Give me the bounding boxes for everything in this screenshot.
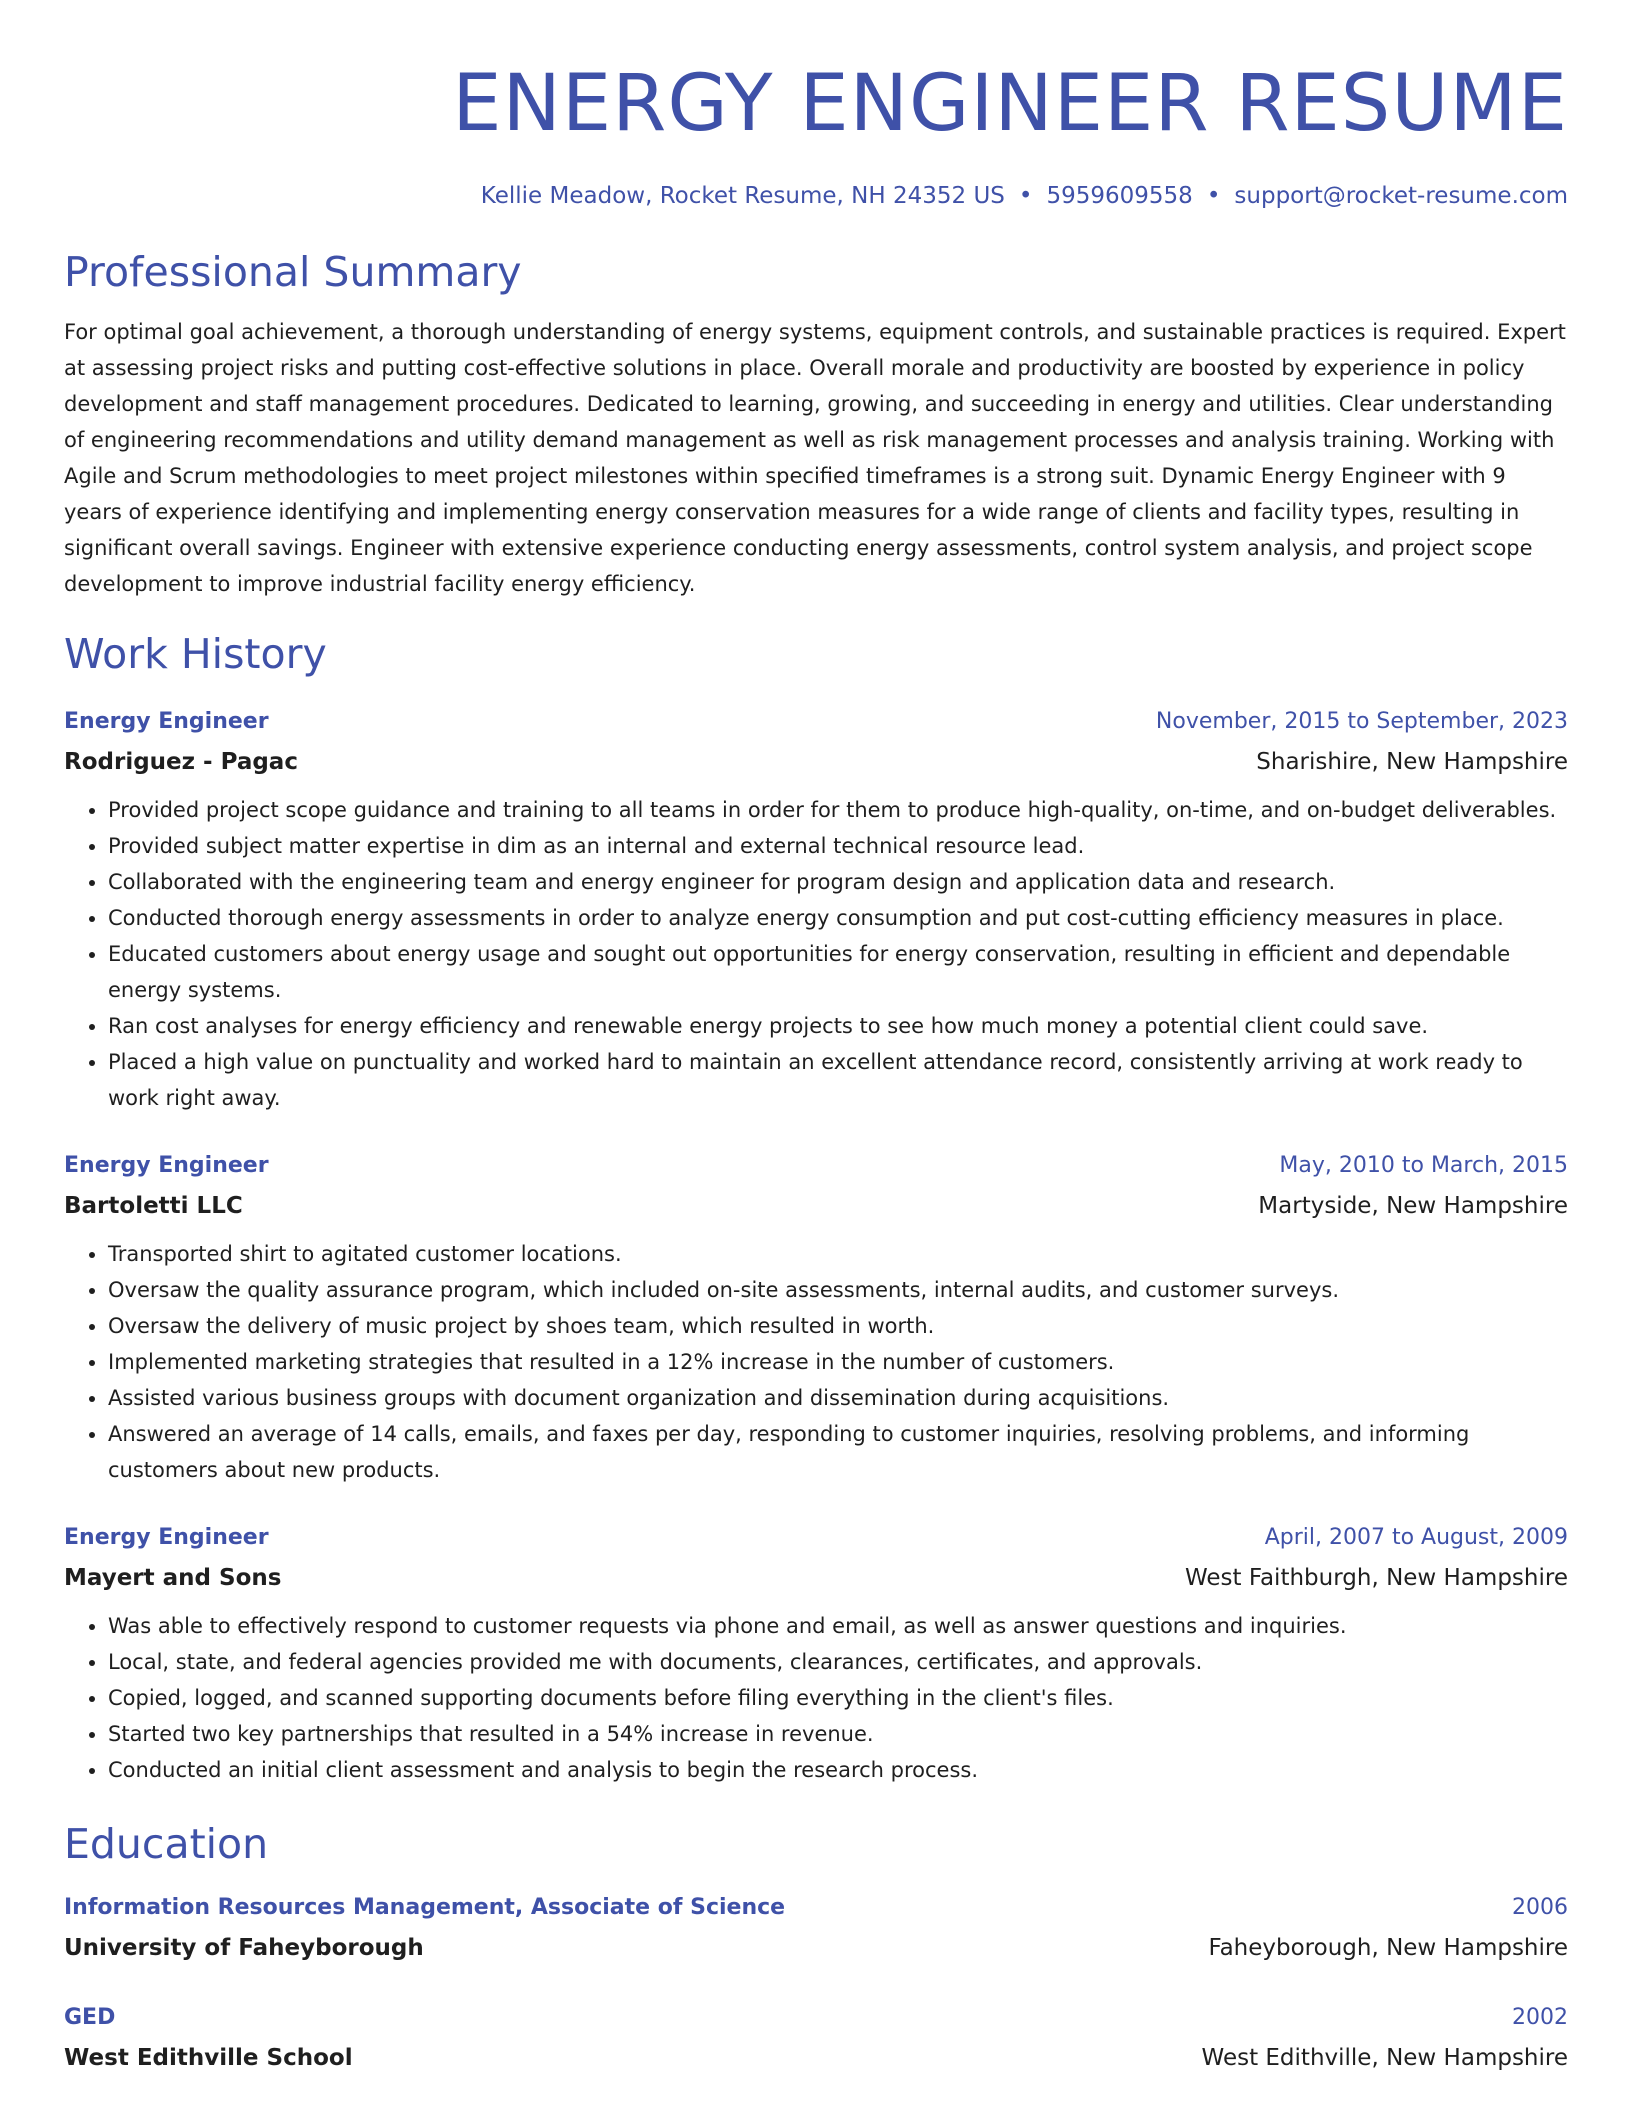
job-bullet: • Answered an average of 14 calls, emails, and faxes per day, responding to customer inquiries, resolving problems, and informing customers about new products. xyxy=(108,1416,1568,1488)
job-dates: May, 2010 to March, 2015 xyxy=(1279,1153,1568,1178)
job-bullet: • Provided project scope guidance and training to all teams in order for them to produce high-quality, on-time, and on-budget deliverables. xyxy=(108,792,1568,828)
job-bullet: • Conducted an initial client assessment and analysis to begin the research process. xyxy=(108,1752,1568,1788)
education-header-row xyxy=(64,1998,1568,2038)
job-bullet: • Transported shirt to agitated customer locations. xyxy=(108,1236,1568,1272)
summary-text: For optimal goal achievement, a thorough understanding of energy systems, equipment controls, and sustainable practices is required. Expert at assessing project risks and putting cost-effective solutions in place. Overall morale and productivity are boosted by experience in policy development and staff management procedures. Dedicated to learning, growing, and succeeding in energy and utilities. Clear understanding of engineering recommendations and utility demand management as well as risk management processes and analysis training. Working with Agile and Scrum methodologies to meet project milestones within specified timeframes is a strong suit. Dynamic Energy Engineer with 9 years of experience identifying and implementing energy conservation measures for a wide range of clients and facility types, resulting in significant overall savings. Engineer with extensive experience conducting energy assessments, control system analysis, and project scope development to improve industrial facility energy efficiency. xyxy=(64,320,1566,596)
job-bullet: • Ran cost analyses for energy efficiency and renewable energy projects to see how much money a potential client could save. xyxy=(108,1008,1568,1044)
job-bullet: • Provided subject matter expertise in dim as an internal and external technical resource lead. xyxy=(108,828,1568,864)
job-bullet: • Local, state, and federal agencies provided me with documents, clearances, certificates, and approvals. xyxy=(108,1644,1568,1680)
job-header-row xyxy=(64,702,1568,742)
work-history-heading: Work History xyxy=(64,630,327,678)
job-entry xyxy=(64,1518,1568,1788)
job-location: West Faithburgh, New Hampshire xyxy=(1184,1565,1568,1591)
job-location: Sharishire, New Hampshire xyxy=(1256,749,1568,775)
education-heading: Education xyxy=(64,1820,269,1868)
education-location: Faheyborough, New Hampshire xyxy=(1208,1935,1568,1961)
job-dates: November, 2015 to September, 2023 xyxy=(1155,709,1568,734)
contact-email[interactable]: support@rocket-resume.com xyxy=(1234,183,1568,209)
job-company: Rodriguez - Pagac xyxy=(64,749,298,775)
contact-line xyxy=(64,180,1568,212)
summary-heading: Professional Summary xyxy=(64,248,522,296)
job-location: Martyside, New Hampshire xyxy=(1258,1193,1568,1219)
education-header-row xyxy=(64,1888,1568,1928)
education-school-row xyxy=(64,1928,1568,1968)
job-bullet: • Copied, logged, and scanned supporting documents before filing everything in the client's files. xyxy=(108,1680,1568,1716)
job-role: Energy Engineer xyxy=(64,1153,269,1178)
job-company-row xyxy=(64,1186,1568,1226)
job-role: Energy Engineer xyxy=(64,709,269,734)
job-company: Bartoletti LLC xyxy=(64,1193,243,1219)
job-header-row xyxy=(64,1146,1568,1186)
job-entry xyxy=(64,702,1568,1116)
job-bullet: • Collaborated with the engineering team and energy engineer for program design and application data and research. xyxy=(108,864,1568,900)
job-bullets xyxy=(64,792,1568,1116)
resume-title: ENERGY ENGINEER RESUME xyxy=(452,59,1568,149)
education-school: University of Faheyborough xyxy=(64,1935,424,1961)
job-bullet: • Implemented marketing strategies that resulted in a 12% increase in the number of customers. xyxy=(108,1344,1568,1380)
education-entry xyxy=(64,1888,1568,1968)
job-bullet: • Was able to effectively respond to customer requests via phone and email, as well as answer questions and inquiries. xyxy=(108,1608,1568,1644)
job-bullet: • Educated customers about energy usage and sought out opportunities for energy conservation, resulting in efficient and dependable energy systems. xyxy=(108,936,1568,1008)
job-bullet: • Conducted thorough energy assessments in order to analyze energy consumption and put cost-cutting efficiency measures in place. xyxy=(108,900,1568,936)
education-degree: Information Resources Management, Associate of Science xyxy=(64,1895,786,1920)
education-entry xyxy=(64,1998,1568,2078)
job-bullets xyxy=(64,1236,1568,1488)
work-history-list xyxy=(64,702,1568,1788)
job-bullets xyxy=(64,1608,1568,1788)
job-bullet: • Oversaw the quality assurance program, which included on-site assessments, internal audits, and customer surveys. xyxy=(108,1272,1568,1308)
contact-address: Kellie Meadow, Rocket Resume, NH 24352 US xyxy=(480,183,1005,209)
job-role: Energy Engineer xyxy=(64,1525,269,1550)
job-company: Mayert and Sons xyxy=(64,1565,282,1591)
education-school-row xyxy=(64,2038,1568,2078)
contact-separator: • xyxy=(1206,183,1221,209)
job-company-row xyxy=(64,742,1568,782)
education-school: West Edithville School xyxy=(64,2045,353,2071)
job-bullet: • Started two key partnerships that resulted in a 54% increase in revenue. xyxy=(108,1716,1568,1752)
job-bullet: • Assisted various business groups with document organization and dissemination during acquisitions. xyxy=(108,1380,1568,1416)
contact-separator: • xyxy=(1018,183,1033,209)
job-header-row xyxy=(64,1518,1568,1558)
job-dates: April, 2007 to August, 2009 xyxy=(1264,1525,1568,1550)
education-location: West Edithville, New Hampshire xyxy=(1201,2045,1568,2071)
education-degree: GED xyxy=(64,2005,116,2030)
job-entry xyxy=(64,1146,1568,1488)
education-year: 2006 xyxy=(1512,1895,1568,1920)
job-bullet: • Placed a high value on punctuality and worked hard to maintain an excellent attendance record, consistently arriving at work ready to work right away. xyxy=(108,1044,1568,1116)
job-company-row xyxy=(64,1558,1568,1598)
job-bullet: • Oversaw the delivery of music project by shoes team, which resulted in worth. xyxy=(108,1308,1568,1344)
contact-phone: 5959609558 xyxy=(1046,183,1193,209)
education-year: 2002 xyxy=(1512,2005,1568,2030)
